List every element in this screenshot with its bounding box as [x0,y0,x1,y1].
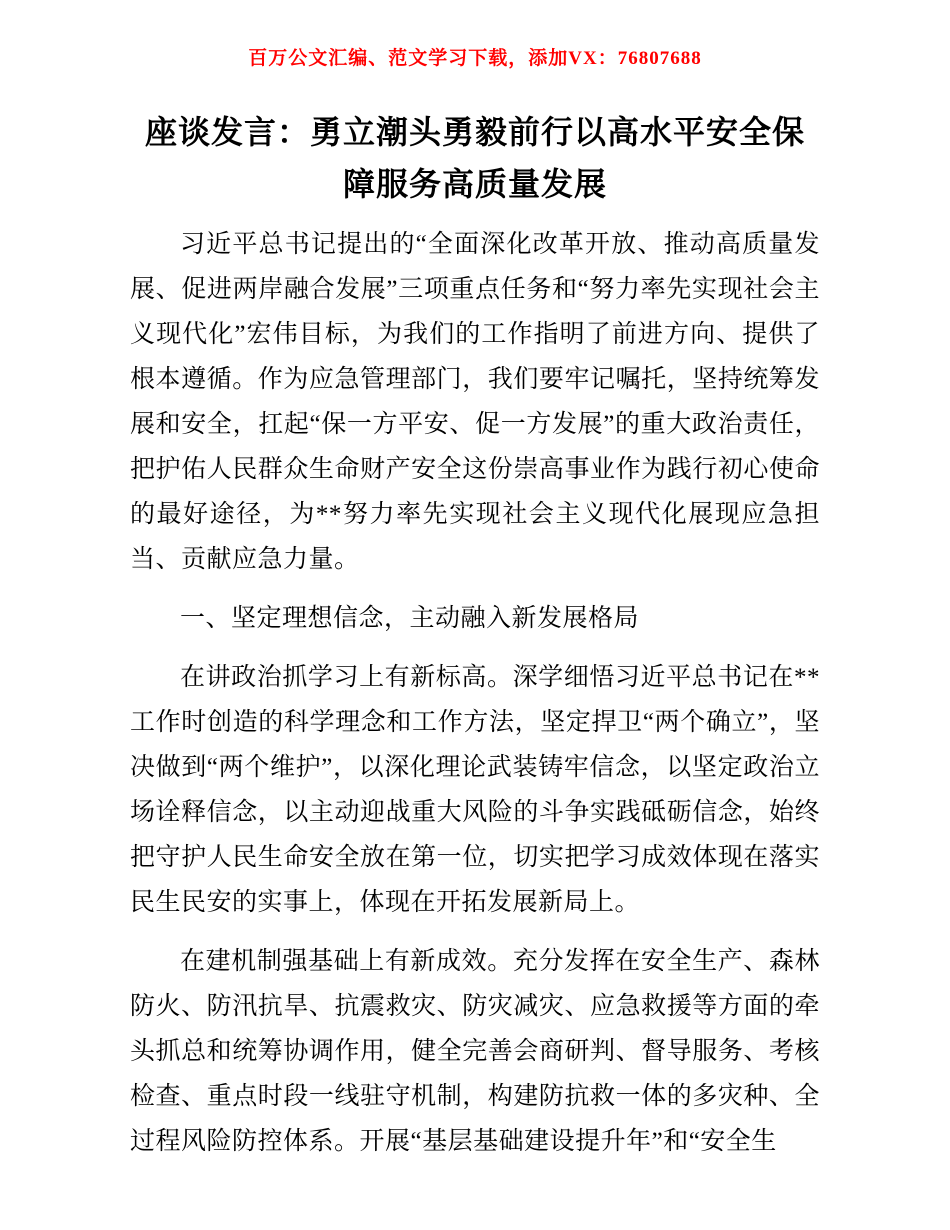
paragraph-study: 在讲政治抓学习上有新标高。深学细悟习近平总书记在**工作时创造的科学理念和工作方法，坚定捍卫“两个确立”，坚决做到“两个维护”，以深化理论武装铸牢信念，以坚定政治立场诠释信念，以主动迎战重大风险的斗争实践砥砺信念，始终把守护人民生命安全放在第一位，切实把学习成效体现在落实民生民安的实事上，体现在开拓发展新局上。 [130,664,820,916]
document-body [130,222,820,1164]
promo-header-text: 百万公文汇编、范文学习下载，添加VX：76807688 [248,48,702,69]
section-heading-1: 一、坚定理想信念，主动融入新发展格局 [180,605,640,632]
document-title: 座谈发言：勇立潮头勇毅前行以高水平安全保障服务高质量发展 [144,114,805,202]
paragraph-mechanism: 在建机制强基础上有新成效。充分发挥在安全生产、森林防火、防汛抗旱、抗震救灾、防灾减灾、应急救援等方面的牵头抓总和统筹协调作用，健全完善会商研判、督导服务、考核检查、重点时段一线驻守机制，构建防抗救一体的多灾种、全过程风险防控体系。开展“基层基础建设提升年”和“安全生 [130,948,820,1155]
promo-header [130,46,820,72]
intro-paragraph: 习近平总书记提出的“全面深化改革开放、推动高质量发展、促进两岸融合发展”三项重点任务和“努力率先实现社会主义现代化”宏伟目标，为我们的工作指明了前进方向、提供了根本遵循。作为应急管理部门，我们要牢记嘱托，坚持统筹发展和安全，扛起“保一方平安、促一方发展”的重大政治责任，把护佑人民群众生命财产安全这份崇高事业作为践行初心使命的最好途径，为**努力率先实现社会主义现代化展现应急担当、贡献应急力量。 [130,231,820,573]
